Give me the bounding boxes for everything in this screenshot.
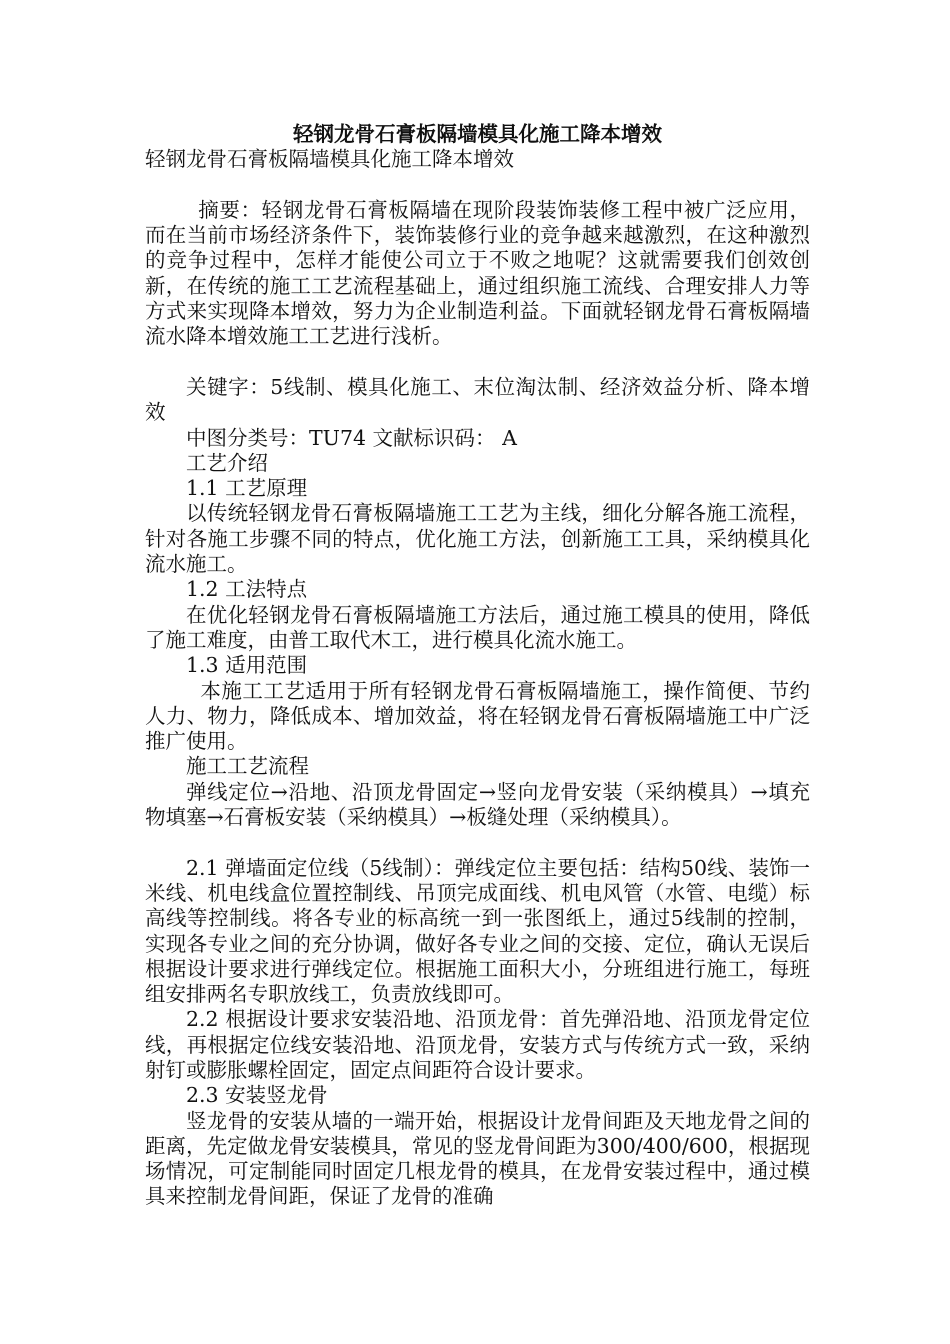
section-heading-flow: 施工工艺流程 (186, 754, 309, 779)
spacer (145, 830, 810, 855)
spacer (145, 173, 810, 198)
keywords-paragraph: 关键字：5线制、模具化施工、末位淘汰制、经济效益分析、降本增效 (145, 374, 810, 425)
paragraph-2-1: 2.1 弹墙面定位线（5线制）：弹线定位主要包括：结构50线、装饰一米线、机电线盒位置控制线、吊顶完成面线、机电风管（水管、电缆）标高线等控制线。将各专业的标高统一到一张图纸上，通过5线制的控制，实现各专业之间的充分协调，做好各专业之间的交接、定位，确认无误后根据设计要求进行弹线定位。根据施工面积大小，分班组进行施工，每班组安排两名专职放线工，负责放线即可。 (145, 855, 810, 1007)
paragraph-1-1: 以传统轻钢龙骨石膏板隔墙施工工艺为主线，细化分解各施工流程，针对各施工步骤不同的特点，优化施工方法，创新施工工具，采纳模具化流水施工。 (145, 501, 810, 577)
classification-line: 中图分类号：TU74 文献标识码： A (186, 425, 517, 450)
spacer (145, 350, 810, 375)
flow-paragraph: 弹线定位→沿地、沿顶龙骨固定→竖向龙骨安装（采纳模具）→填充物填塞→石膏板安装（采纳模具）→板缝处理（采纳模具）。 (145, 779, 810, 830)
section-heading-1-1: 1.1 工艺原理 (186, 476, 308, 501)
paragraph-1-3: 本施工工艺适用于所有轻钢龙骨石膏板隔墙施工，操作简便、节约人力、物力，降低成本、增加效益，将在轻钢龙骨石膏板隔墙施工中广泛推广使用。 (145, 678, 810, 754)
section-heading-2-3: 2.3 安装竖龙骨 (186, 1083, 328, 1108)
abstract-paragraph: 摘要：轻钢龙骨石膏板隔墙在现阶段装饰装修工程中被广泛应用，而在当前市场经济条件下，装饰装修行业的竞争越来越激烈，在这种激烈的竞争过程中，怎样才能使公司立于不败之地呢？这就需要我们创效创新，在传统的施工工艺流程基础上，通过组织施工流线、合理安排人力等方式来实现降本增效，努力为企业制造利益。下面就轻钢龙骨石膏板隔墙流水降本增效施工工艺进行浅析。 (145, 197, 810, 349)
paragraph-1-2: 在优化轻钢龙骨石膏板隔墙施工方法后，通过施工模具的使用，降低了施工难度，由普工取代木工，进行模具化流水施工。 (145, 602, 810, 652)
section-heading-intro: 工艺介绍 (186, 450, 268, 475)
paragraph-2-2: 2.2 根据设计要求安装沿地、沿顶龙骨：首先弹沿地、沿顶龙骨定位线，再根据定位线安装沿地、沿顶龙骨，安装方式与传统方式一致，采纳射钉或膨胀螺栓固定，固定点间距符合设计要求。 (145, 1007, 810, 1082)
paragraph-2-3: 竖龙骨的安装从墙的一端开始，根据设计龙骨间距及天地龙骨之间的距离，先定做龙骨安装模具，常见的竖龙骨间距为300/400/600，根据现场情况，可定制能同时固定几根龙骨的模具，在龙骨安装过程中，通过模具来控制龙骨间距，保证了龙骨的准确 (145, 1108, 810, 1209)
section-heading-1-2: 1.2 工法特点 (186, 577, 308, 602)
document-subtitle: 轻钢龙骨石膏板隔墙模具化施工降本增效 (145, 147, 514, 172)
section-heading-1-3: 1.3 适用范围 (186, 653, 308, 678)
document-title: 轻钢龙骨石膏板隔墙模具化施工降本增效 (293, 122, 662, 146)
document-body (145, 122, 810, 1210)
